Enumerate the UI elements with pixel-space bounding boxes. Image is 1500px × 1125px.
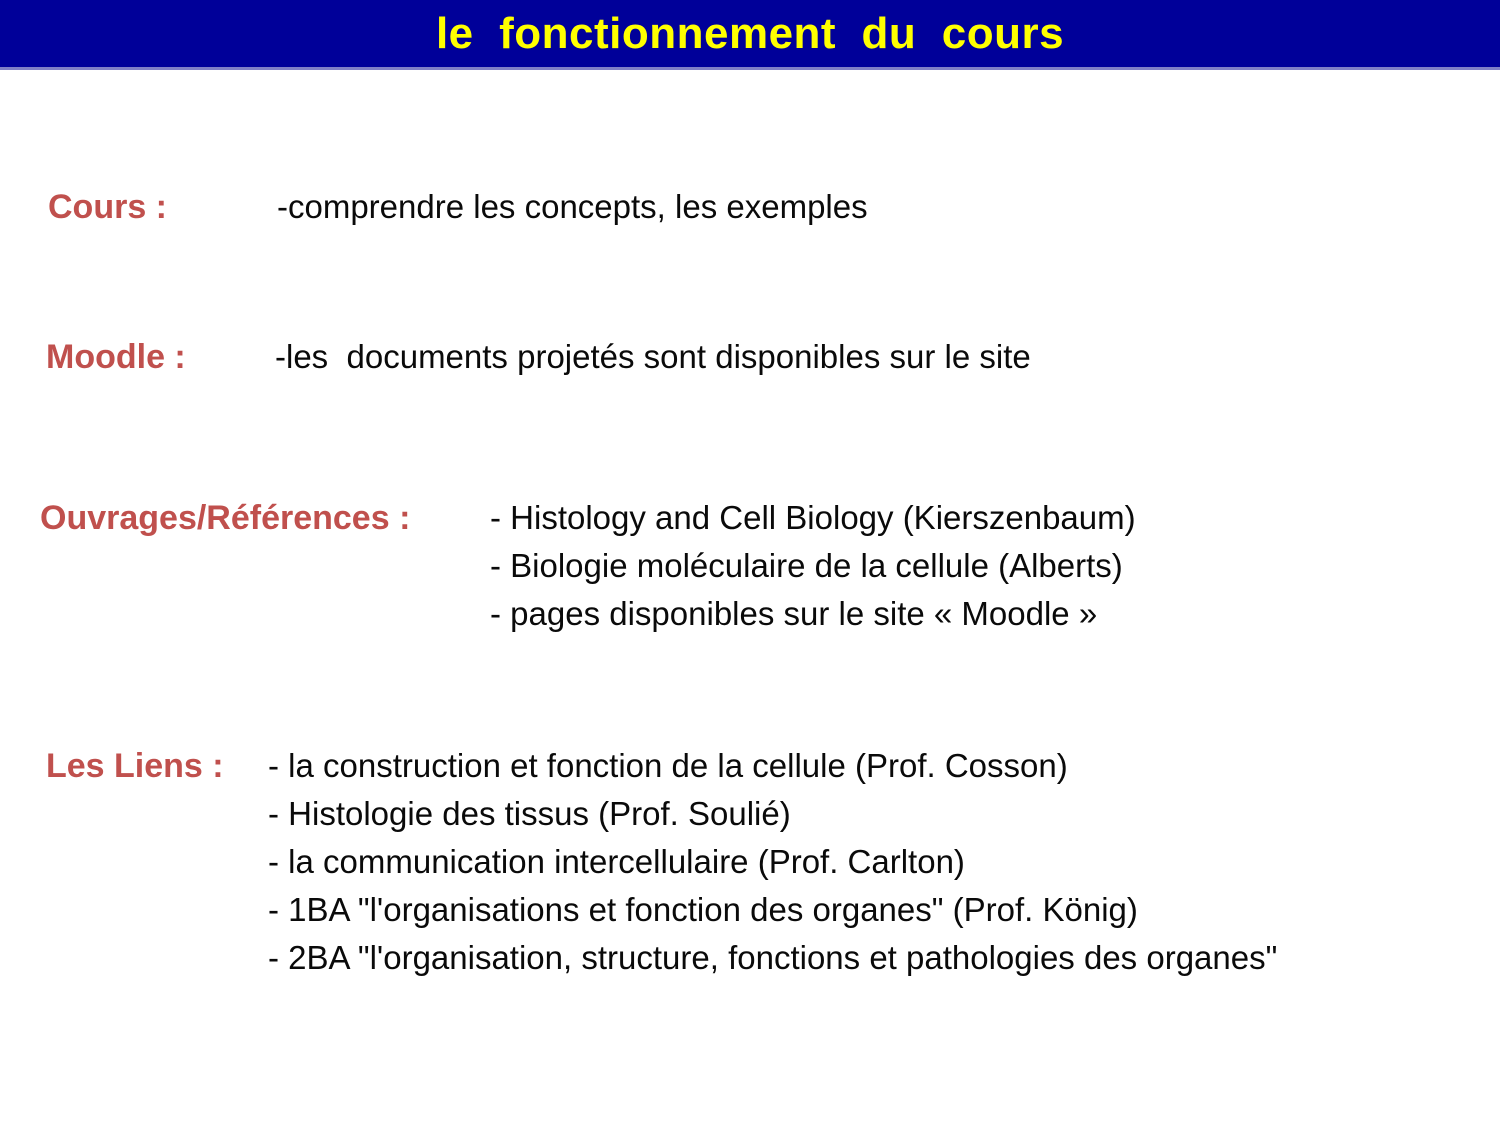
slide-title-bar xyxy=(0,0,1500,70)
section-les-liens-label: Les Liens : xyxy=(46,747,224,785)
section-cours-label: Cours : xyxy=(48,188,167,226)
section-les-liens-line: - 2BA "l'organisation, structure, fonctions et pathologies des organes" xyxy=(268,939,1278,976)
section-moodle-label: Moodle : xyxy=(46,338,186,376)
section-ouvrages-label: Ouvrages/Références : xyxy=(40,499,411,537)
section-ouvrages-line: - Histology and Cell Biology (Kierszenbaum) xyxy=(490,499,1136,536)
slide-title: le fonctionnement du cours xyxy=(435,8,1065,58)
section-moodle-line: -les documents projetés sont disponibles sur le site xyxy=(275,338,1031,375)
section-cours-line: -comprendre les concepts, les exemples xyxy=(277,188,868,225)
section-cours-content xyxy=(277,183,868,231)
section-les-liens-line: - Histologie des tissus (Prof. Soulié) xyxy=(268,795,791,832)
section-ouvrages-line: - Biologie moléculaire de la cellule (Alberts) xyxy=(490,547,1123,584)
section-les-liens-line: - la construction et fonction de la cellule (Prof. Cosson) xyxy=(268,747,1068,784)
section-ouvrages-content xyxy=(490,494,1136,638)
section-moodle-content xyxy=(275,333,1031,381)
section-ouvrages-line: - pages disponibles sur le site « Moodle » xyxy=(490,595,1098,632)
section-les-liens-line: - la communication intercellulaire (Prof. Carlton) xyxy=(268,843,965,880)
section-les-liens-content xyxy=(268,742,1277,982)
section-les-liens-line: - 1BA "l'organisations et fonction des organes" (Prof. König) xyxy=(268,891,1138,928)
